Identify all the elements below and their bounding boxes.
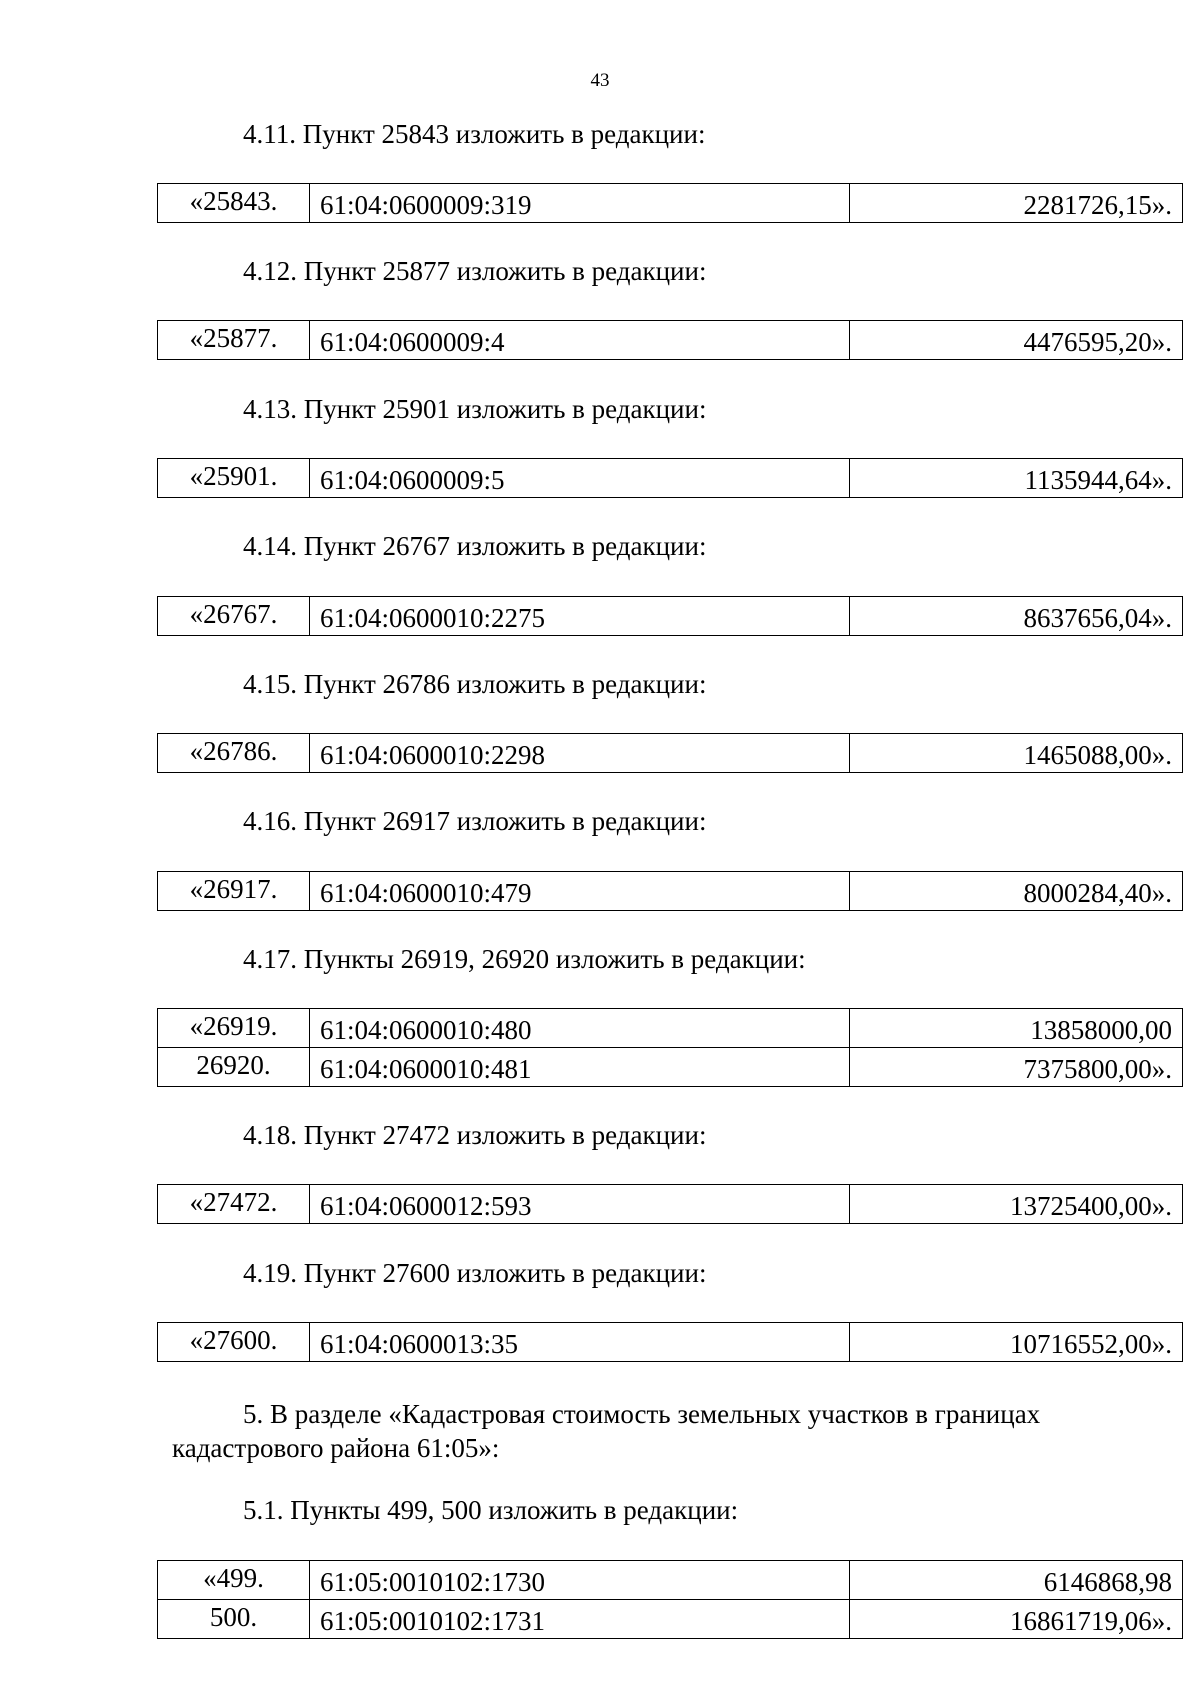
cadastral-value: 7375800,00». [850, 1048, 1183, 1087]
entry-table [157, 596, 1183, 636]
section-heading: 4.15. Пункт 26786 изложить в редакции: [243, 669, 707, 699]
cadastral-value: 13858000,00 [850, 1009, 1183, 1048]
cadastral-value: 1135944,64». [850, 459, 1183, 498]
cadastral-value: 13725400,00». [850, 1185, 1183, 1224]
table-row [158, 597, 1183, 636]
table-row [158, 1048, 1183, 1087]
item-number: «26919. [158, 1009, 310, 1048]
section-paragraph: 5. В разделе «Кадастровая стоимость земельных участков в границах кадастрового района 61:05»: [172, 1399, 1041, 1463]
table-row [158, 872, 1183, 911]
section-heading: 4.12. Пункт 25877 изложить в редакции: [243, 256, 707, 286]
section-heading: 4.17. Пункты 26919, 26920 изложить в редакции: [243, 944, 806, 974]
cadastral-number: 61:05:0010102:1730 [310, 1561, 850, 1600]
cadastral-value: 2281726,15». [850, 184, 1183, 223]
section-heading: 5.1. Пункты 499, 500 изложить в редакции: [243, 1495, 739, 1525]
entry-table [157, 1008, 1183, 1087]
entry-table [157, 733, 1183, 773]
table-row [158, 1323, 1183, 1362]
entry-table [157, 320, 1183, 360]
item-number: «27472. [158, 1185, 310, 1224]
cadastral-number: 61:04:0600009:319 [310, 184, 850, 223]
item-number: «26786. [158, 734, 310, 773]
cadastral-value: 6146868,98 [850, 1561, 1183, 1600]
item-number: 26920. [158, 1048, 310, 1087]
item-number: «27600. [158, 1323, 310, 1362]
cadastral-value: 16861719,06». [850, 1600, 1183, 1639]
entry-table [157, 1184, 1183, 1224]
entry-table [157, 458, 1183, 498]
table-row [158, 1009, 1183, 1048]
page-number: 43 [590, 70, 610, 91]
entry-table [157, 1322, 1183, 1362]
item-number: «26917. [158, 872, 310, 911]
cadastral-number: 61:04:0600013:35 [310, 1323, 850, 1362]
item-number: 500. [158, 1600, 310, 1639]
cadastral-value: 1465088,00». [850, 734, 1183, 773]
item-number: «25877. [158, 321, 310, 360]
cadastral-number: 61:05:0010102:1731 [310, 1600, 850, 1639]
entry-table [157, 871, 1183, 911]
cadastral-number: 61:04:0600010:2275 [310, 597, 850, 636]
cadastral-number: 61:04:0600010:479 [310, 872, 850, 911]
item-number: «26767. [158, 597, 310, 636]
section-heading: 4.13. Пункт 25901 изложить в редакции: [243, 394, 707, 424]
cadastral-number: 61:04:0600012:593 [310, 1185, 850, 1224]
cadastral-value: 8000284,40». [850, 872, 1183, 911]
table-row [158, 459, 1183, 498]
cadastral-number: 61:04:0600009:5 [310, 459, 850, 498]
table-row [158, 1561, 1183, 1600]
table-row [158, 321, 1183, 360]
cadastral-value: 8637656,04». [850, 597, 1183, 636]
table-row [158, 184, 1183, 223]
item-number: «25901. [158, 459, 310, 498]
table-row [158, 1185, 1183, 1224]
entry-table [157, 183, 1183, 223]
section-heading: 4.16. Пункт 26917 изложить в редакции: [243, 806, 707, 836]
cadastral-value: 10716552,00». [850, 1323, 1183, 1362]
section-heading: 4.18. Пункт 27472 изложить в редакции: [243, 1120, 707, 1150]
item-number: «499. [158, 1561, 310, 1600]
entry-table [157, 1560, 1183, 1639]
table-row [158, 1600, 1183, 1639]
cadastral-number: 61:04:0600010:481 [310, 1048, 850, 1087]
cadastral-number: 61:04:0600009:4 [310, 321, 850, 360]
section-heading: 4.19. Пункт 27600 изложить в редакции: [243, 1258, 707, 1288]
section-heading: 4.11. Пункт 25843 изложить в редакции: [243, 119, 706, 149]
item-number: «25843. [158, 184, 310, 223]
cadastral-number: 61:04:0600010:480 [310, 1009, 850, 1048]
cadastral-value: 4476595,20». [850, 321, 1183, 360]
table-row [158, 734, 1183, 773]
section-heading: 4.14. Пункт 26767 изложить в редакции: [243, 531, 707, 561]
cadastral-number: 61:04:0600010:2298 [310, 734, 850, 773]
